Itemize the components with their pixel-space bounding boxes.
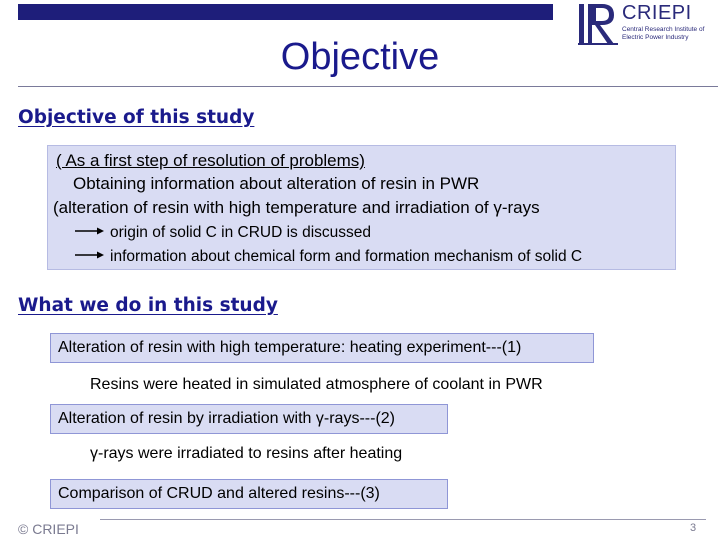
logo-subtitle-line1: Central Research Institute of [622,26,705,33]
logo-name: CRIEPI [622,2,692,24]
step-1-description: Resins were heated in simulated atmosphere of coolant in PWR [90,376,543,393]
objective-bullet-2: information about chemical form and formation mechanism of solid C [110,248,583,265]
footer-divider [100,519,706,520]
objective-line-3: (alteration of resin with high temperature and irradiation of γ-rays [53,198,540,217]
step-2-description: γ-rays were irradiated to resins after heating [90,445,403,462]
logo-subtitle-line2: Electric Power Industry [622,34,689,41]
step-1-box: Alteration of resin with high temperature: heating experiment---(1) [50,333,594,363]
objective-line-2: Obtaining information about alteration of resin in PWR [73,174,480,193]
page-number: 3 [690,522,697,534]
right-arrow-icon [75,250,105,260]
right-arrow-icon [75,226,105,236]
slide-title: Objective [280,36,440,78]
step-3-box: Comparison of CRUD and altered resins---(3) [50,479,448,509]
footer-brand: © CRIEPI [18,521,79,537]
objective-line-1: ( As a first step of resolution of problems) [56,151,365,170]
objective-bullet-1: origin of solid C in CRUD is discussed [110,224,372,241]
step-2-box: Alteration of resin by irradiation with γ-rays---(2) [50,404,448,434]
study-heading: What we do in this study [18,295,278,316]
title-divider [18,86,718,87]
objective-heading: Objective of this study [18,107,255,128]
header-bar [18,4,553,20]
objective-box [47,145,676,270]
